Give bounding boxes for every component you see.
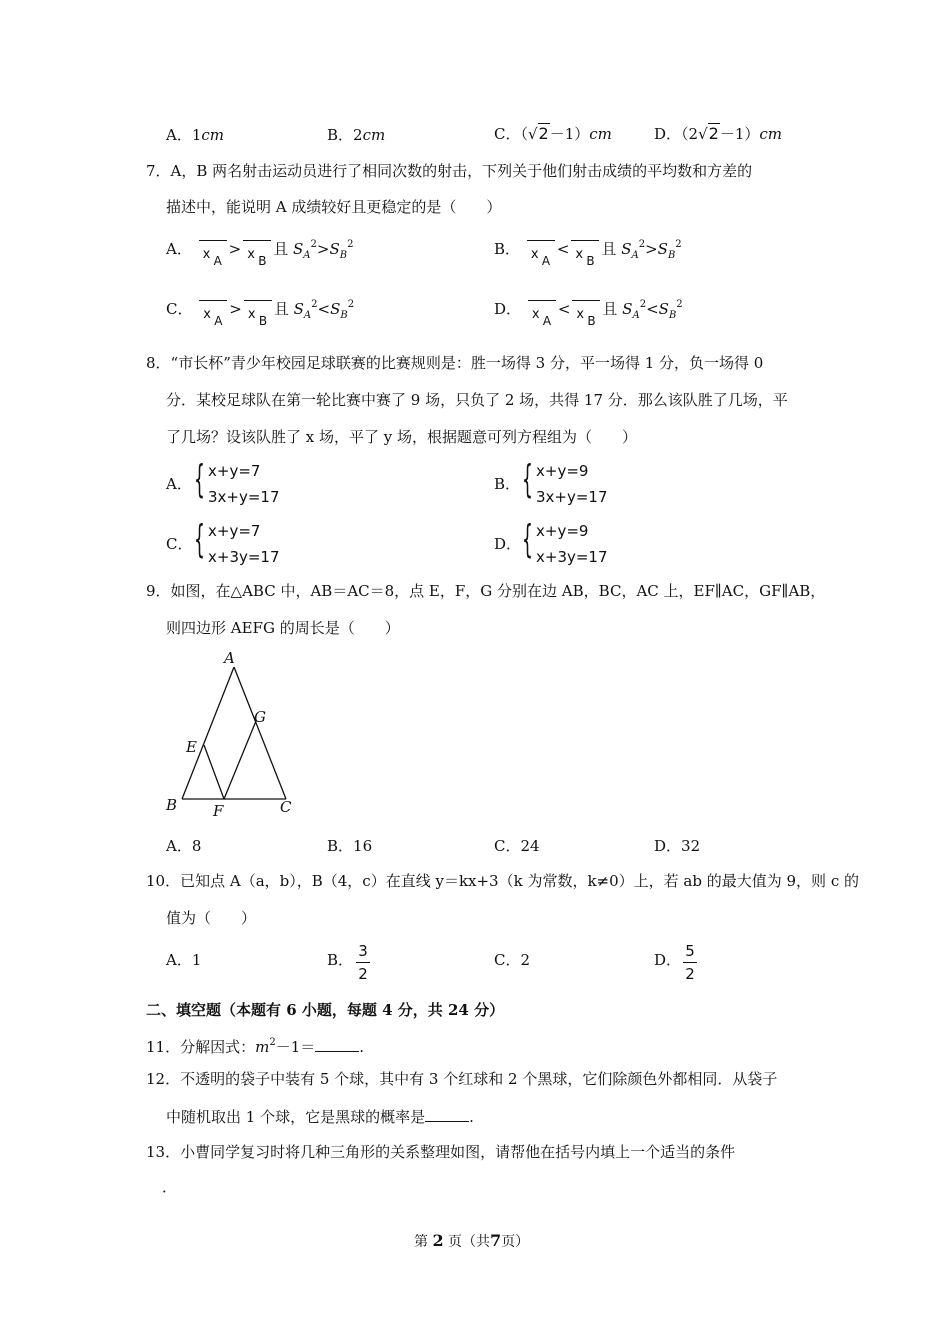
q12-stem-line1: 12．不透明的袋子中装有 5 个球，其中有 3 个红球和 2 个黑球，它们除颜色外都相同．从袋子 bbox=[146, 1070, 778, 1088]
q7-option-a: A． x A > x B 且 $S_A^2>S_B^2$ bbox=[166, 239, 354, 268]
brace-icon: { bbox=[194, 457, 205, 501]
total-pages: 7 bbox=[490, 1231, 502, 1250]
q7-option-d: D． x A < x B 且 $S_A^2<S_B^2$ bbox=[494, 299, 683, 328]
q11: 11．分解因式：$m^2-1=$ . bbox=[146, 1037, 365, 1056]
q8-option-d-label: D． bbox=[494, 535, 522, 553]
label-f: F bbox=[213, 802, 224, 820]
current-page: 2 bbox=[432, 1231, 444, 1250]
q7-stem-line2: 描述中，能说明 A 成绩较好且更稳定的是（ ） bbox=[166, 198, 502, 216]
triangle-figure bbox=[160, 645, 320, 825]
q10-option-c: C．2 bbox=[494, 951, 531, 969]
q8-option-a-label: A． bbox=[166, 475, 192, 493]
q8-option-c-label: C． bbox=[166, 535, 193, 553]
q10-stem-line1: 10．已知点 A（a，b），B（4，c）在直线 y＝kx+3（k 为常数，k≠0）上，若 ab 的最大值为 9，则 c 的 bbox=[146, 872, 859, 890]
q13-stem-line2: ． bbox=[162, 1178, 178, 1196]
q10-option-d-label: D． bbox=[654, 951, 682, 969]
mean-xb: x B bbox=[571, 238, 599, 268]
label-b: B bbox=[166, 796, 178, 814]
q9-stem-line2: 则四边形 AEFG 的周长是（ ） bbox=[166, 619, 400, 637]
q13-stem-line1: 13．小曹同学复习时将几种三角形的关系整理如图，请帮他在括号内填上一个适当的条件 bbox=[146, 1143, 736, 1161]
segment-ab bbox=[182, 667, 234, 799]
q9-option-d: D．32 bbox=[654, 837, 701, 855]
sqrt-symbol-icon: √ bbox=[698, 125, 708, 143]
page-footer: 第 2 页（共7页） bbox=[414, 1231, 530, 1250]
mean-xb: x B bbox=[244, 298, 272, 328]
mean-xa: x A bbox=[528, 298, 556, 328]
mean-xb: x B bbox=[243, 238, 271, 268]
sqrt-symbol-icon: √ bbox=[527, 125, 538, 143]
mean-xa: x A bbox=[199, 298, 227, 328]
brace-icon: { bbox=[194, 517, 205, 561]
q8-stem-line1: 8．“市长杯”青少年校园足球联赛的比赛规则是：胜一场得 3 分，平一场得 1 分，负一场得 0 bbox=[146, 354, 764, 372]
answer-blank[interactable] bbox=[315, 1039, 359, 1052]
answer-blank[interactable] bbox=[425, 1109, 469, 1122]
segment-ac bbox=[234, 667, 286, 799]
mean-xb: x B bbox=[572, 298, 600, 328]
label-a: A bbox=[224, 649, 235, 667]
section-2-heading: 二、填空题（本题有 6 小题，每题 4 分，共 24 分） bbox=[146, 1001, 505, 1019]
q10-option-d-fraction: 5 2 bbox=[683, 942, 697, 983]
q10-option-b-fraction: 3 2 bbox=[356, 942, 370, 983]
mean-xa: x A bbox=[199, 238, 227, 268]
q9-option-b: B．16 bbox=[327, 837, 373, 855]
segment-ef bbox=[204, 745, 224, 799]
q6-option-b: B．2cm bbox=[327, 126, 386, 144]
q6-option-d: D．（2√2－1）cm bbox=[654, 124, 782, 143]
q7-option-c: C． x A > x B 且 $S_A^2<S_B^2$ bbox=[166, 299, 355, 328]
label-e: E bbox=[186, 738, 197, 756]
mean-xa: x A bbox=[527, 238, 555, 268]
segment-gf bbox=[224, 721, 256, 799]
brace-icon: { bbox=[522, 457, 533, 501]
q6-option-a: A．1cm bbox=[166, 126, 225, 144]
q9-option-a: A．8 bbox=[166, 837, 202, 855]
q12-stem-line2: 中随机取出 1 个球，它是黑球的概率是 . bbox=[166, 1108, 474, 1126]
q7-stem-line1: 7．A，B 两名射击运动员进行了相同次数的射击，下列关于他们射击成绩的平均数和方差的 bbox=[146, 162, 753, 180]
q9-option-c: C．24 bbox=[494, 837, 540, 855]
q8-option-b-label: B． bbox=[494, 475, 521, 493]
brace-icon: { bbox=[522, 517, 533, 561]
q7-option-b: B． x A < x B 且 $S_A^2>S_B^2$ bbox=[494, 239, 682, 268]
label-g: G bbox=[254, 708, 266, 726]
q9-stem-line1: 9．如图，在△ABC 中，AB＝AC＝8，点 E，F，G 分别在边 AB，BC，AC 上，EF∥AC，GF∥AB， bbox=[146, 582, 826, 600]
q6-option-c: C．（√2－1）cm bbox=[494, 124, 612, 143]
q10-option-a: A．1 bbox=[166, 951, 202, 969]
q8-stem-line2: 分．某校足球队在第一轮比赛中赛了 9 场，只负了 2 场，共得 17 分．那么该队胜了几场，平 bbox=[166, 391, 788, 409]
label-c: C bbox=[280, 798, 292, 816]
q8-stem-line3: 了几场？设该队胜了 x 场，平了 y 场，根据题意可列方程组为（ ） bbox=[166, 428, 638, 446]
q10-option-b-label: B． bbox=[327, 951, 354, 969]
q10-stem-line2: 值为（ ） bbox=[166, 909, 257, 927]
